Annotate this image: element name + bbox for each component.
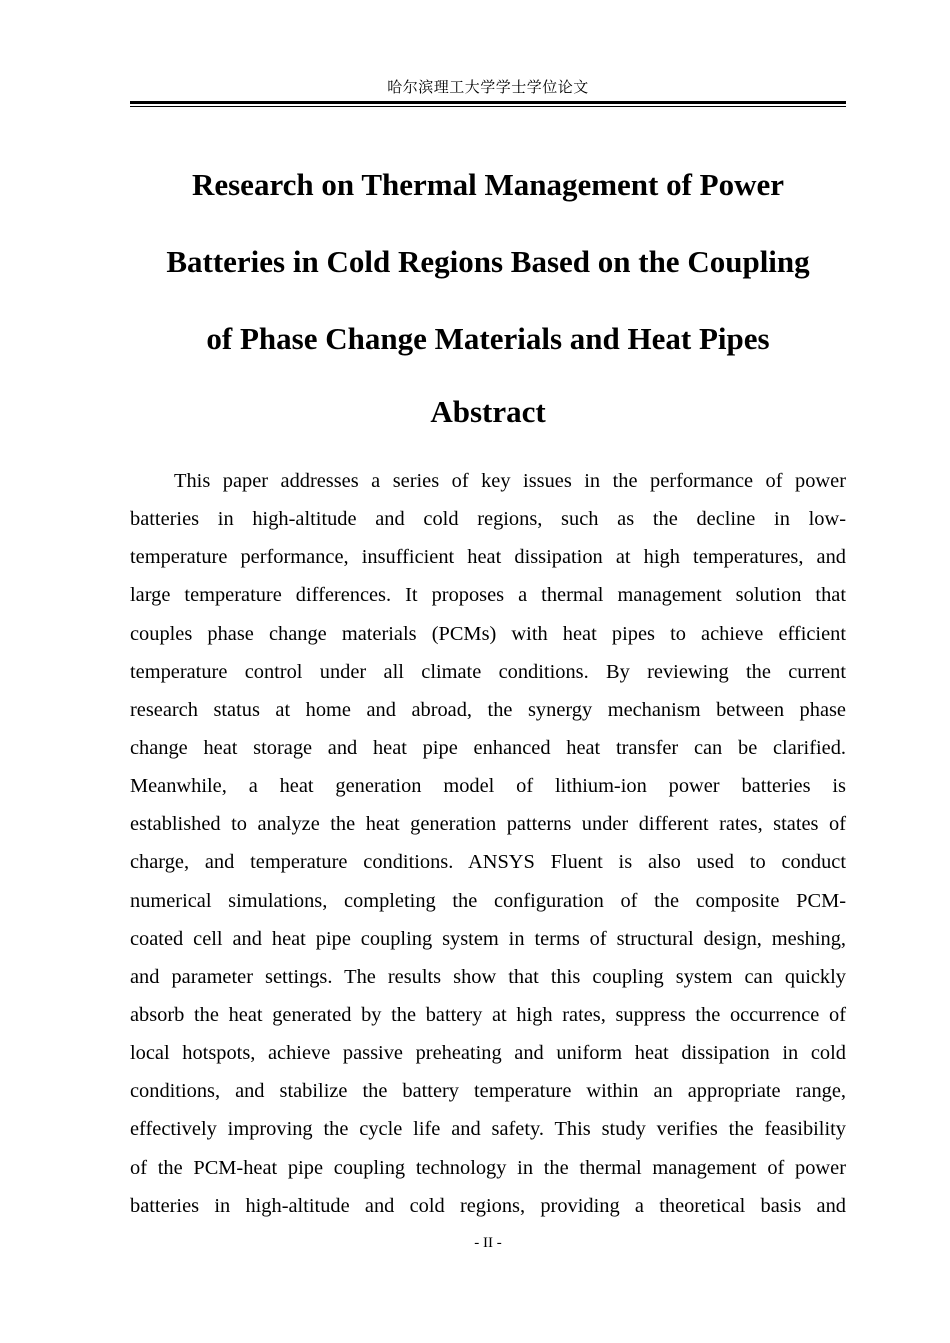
- title-line: Research on Thermal Management of Power: [191, 167, 785, 202]
- title-line: of Phase Change Materials and Heat Pipes: [206, 321, 770, 356]
- header-rule-thin: [130, 106, 846, 107]
- abstract-line: Meanwhile, a heat generation model of lithium-ion power batteries is: [130, 775, 846, 798]
- abstract-line: charge, and temperature conditions. ANSYS Fluent is also used to conduct: [130, 851, 846, 874]
- abstract-line: of the PCM-heat pipe coupling technology in the thermal management of power: [130, 1156, 846, 1179]
- running-header: 哈尔滨理工大学学士学位论文: [387, 78, 589, 96]
- abstract-line: established to analyze the heat generation patterns under different rates, states of: [130, 813, 846, 836]
- title-line: Batteries in Cold Regions Based on the Coupling: [166, 244, 810, 279]
- abstract-line: large temperature differences. It proposes a thermal management solution that: [130, 584, 846, 607]
- abstract-line: temperature performance, insufficient heat dissipation at high temperatures, and: [130, 546, 846, 569]
- page-number: - II -: [474, 1235, 502, 1251]
- abstract-body: [130, 462, 846, 1225]
- abstract-line: and parameter settings. The results show that this coupling system can quickly: [130, 965, 846, 988]
- header-rule-thick: [130, 101, 846, 104]
- abstract-line: batteries in high-altitude and cold regions, such as the decline in low-: [130, 508, 846, 531]
- abstract-line: change heat storage and heat pipe enhanced heat transfer can be clarified.: [130, 736, 846, 759]
- abstract-line: effectively improving the cycle life and safety. This study verifies the feasibility: [130, 1118, 846, 1141]
- abstract-line: numerical simulations, completing the configuration of the composite PCM-: [130, 889, 846, 912]
- abstract-line: temperature control under all climate conditions. By reviewing the current: [130, 660, 846, 683]
- abstract-line: local hotspots, achieve passive preheating and uniform heat dissipation in cold: [130, 1042, 846, 1065]
- abstract-line: absorb the heat generated by the battery at high rates, suppress the occurrence of: [130, 1003, 846, 1026]
- abstract-line: conditions, and stabilize the battery temperature within an appropriate range,: [130, 1080, 846, 1103]
- abstract-line: research status at home and abroad, the synergy mechanism between phase: [130, 698, 846, 721]
- abstract-line: coated cell and heat pipe coupling system in terms of structural design, meshing,: [130, 927, 846, 950]
- abstract-line: This paper addresses a series of key issues in the performance of power: [174, 470, 846, 492]
- abstract-heading: Abstract: [430, 394, 546, 429]
- abstract-line: couples phase change materials (PCMs) with heat pipes to achieve efficient: [130, 622, 846, 645]
- abstract-line: batteries in high-altitude and cold regions, providing a theoretical basis and: [130, 1194, 846, 1217]
- paper-title: [130, 146, 846, 377]
